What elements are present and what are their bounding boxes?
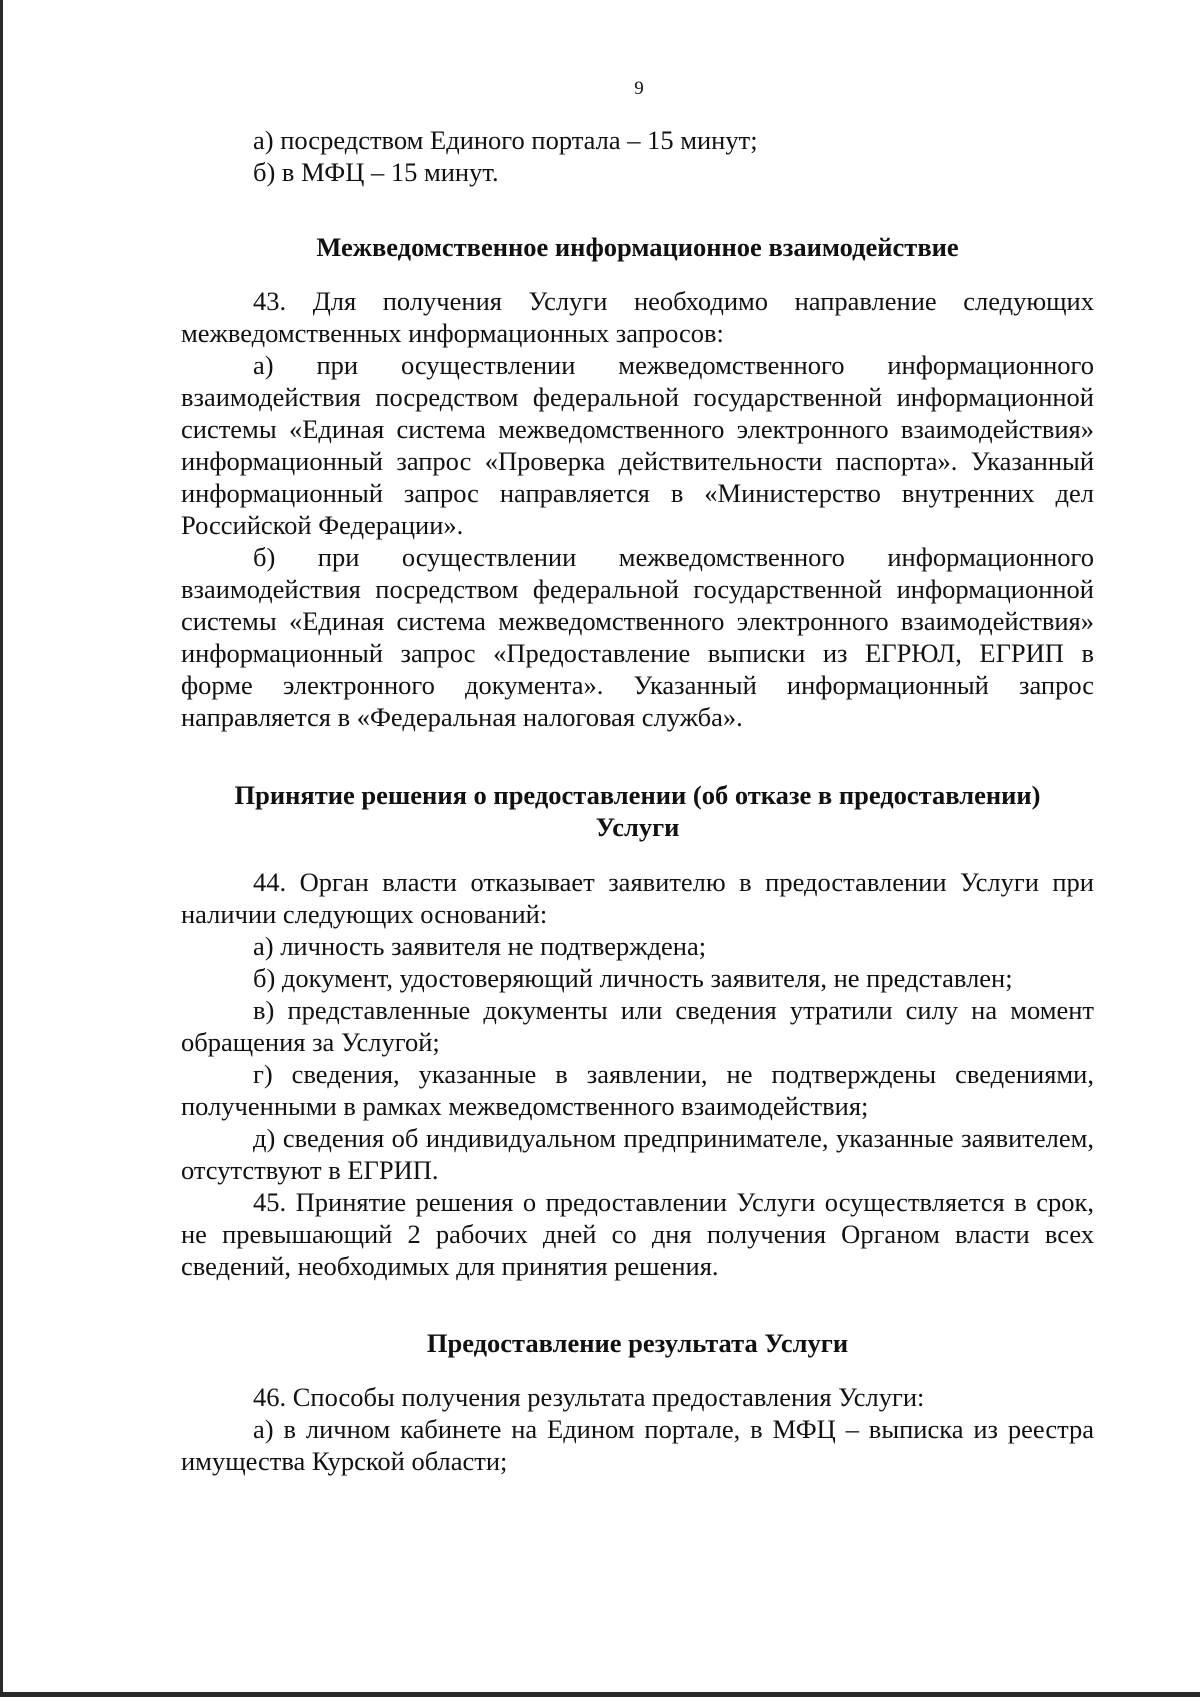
scan-edge-left <box>0 0 3 1697</box>
paragraph-44-v: в) представленные документы или сведения утратили силу на момент обращения за Услугой; <box>181 995 1094 1057</box>
paragraph-44-g: г) сведения, указанные в заявлении, не подтверждены сведениями, полученными в рамках межведомственного взаимодействия; <box>181 1059 1094 1121</box>
paragraph-44-a: а) личность заявителя не подтверждена; <box>253 931 707 961</box>
section-heading-decision-line2: Услуги <box>595 812 680 842</box>
paragraph-43: 43. Для получения Услуги необходимо направление следующих межведомственных информационных запросов: <box>181 286 1094 348</box>
paragraph-46-a: а) в личном кабинете на Едином портале, в МФЦ – выписка из реестра имущества Курской области; <box>181 1414 1094 1476</box>
paragraph-43-a: а) при осуществлении межведомственного информационного взаимодействия посредством федеральной государственной информационной системы «Единая система межведомственного электронного взаимодействия» информационный запрос «Проверка действительности паспорта». Указанный информационный запрос направляется в «Министерство внутренних дел Российской Федерации». <box>181 350 1094 540</box>
paragraph-44: 44. Орган власти отказывает заявителю в предоставлении Услуги при наличии следующих оснований: <box>181 867 1094 929</box>
paragraph-44-d: д) сведения об индивидуальном предпринимателе, указанные заявителем, отсутствуют в ЕГРИП. <box>181 1123 1094 1185</box>
section-heading-interagency: Межведомственное информационное взаимодействие <box>316 232 959 262</box>
document-body <box>181 124 1094 1477</box>
intro-item-a: а) посредством Единого портала – 15 минут; <box>253 125 758 155</box>
paragraph-44-b: б) документ, удостоверяющий личность заявителя, не представлен; <box>253 963 1013 993</box>
intro-item-b: б) в МФЦ – 15 минут. <box>253 157 499 187</box>
section-heading-decision-line1: Принятие решения о предоставлении (об отказе в предоставлении) <box>234 780 1041 810</box>
scan-edge-bottom <box>0 1692 1200 1697</box>
page-number: 9 <box>634 78 644 99</box>
paragraph-43-b: б) при осуществлении межведомственного информационного взаимодействия посредством федеральной государственной информационной системы «Единая система межведомственного электронного взаимодействия» информационный запрос «Предоставление выписки из ЕГРЮЛ, ЕГРИП в форме электронного документа». Указанный информационный запрос направляется в «Федеральная налоговая служба». <box>181 542 1094 732</box>
section-heading-result: Предоставление результата Услуги <box>426 1328 849 1358</box>
section-heading-decision <box>181 779 1094 843</box>
paragraph-46: 46. Способы получения результата предоставления Услуги: <box>253 1382 925 1412</box>
paragraph-45: 45. Принятие решения о предоставлении Услуги осуществляется в срок, не превышающий 2 рабочих дней со дня получения Органом власти всех сведений, необходимых для принятия решения. <box>181 1187 1094 1281</box>
